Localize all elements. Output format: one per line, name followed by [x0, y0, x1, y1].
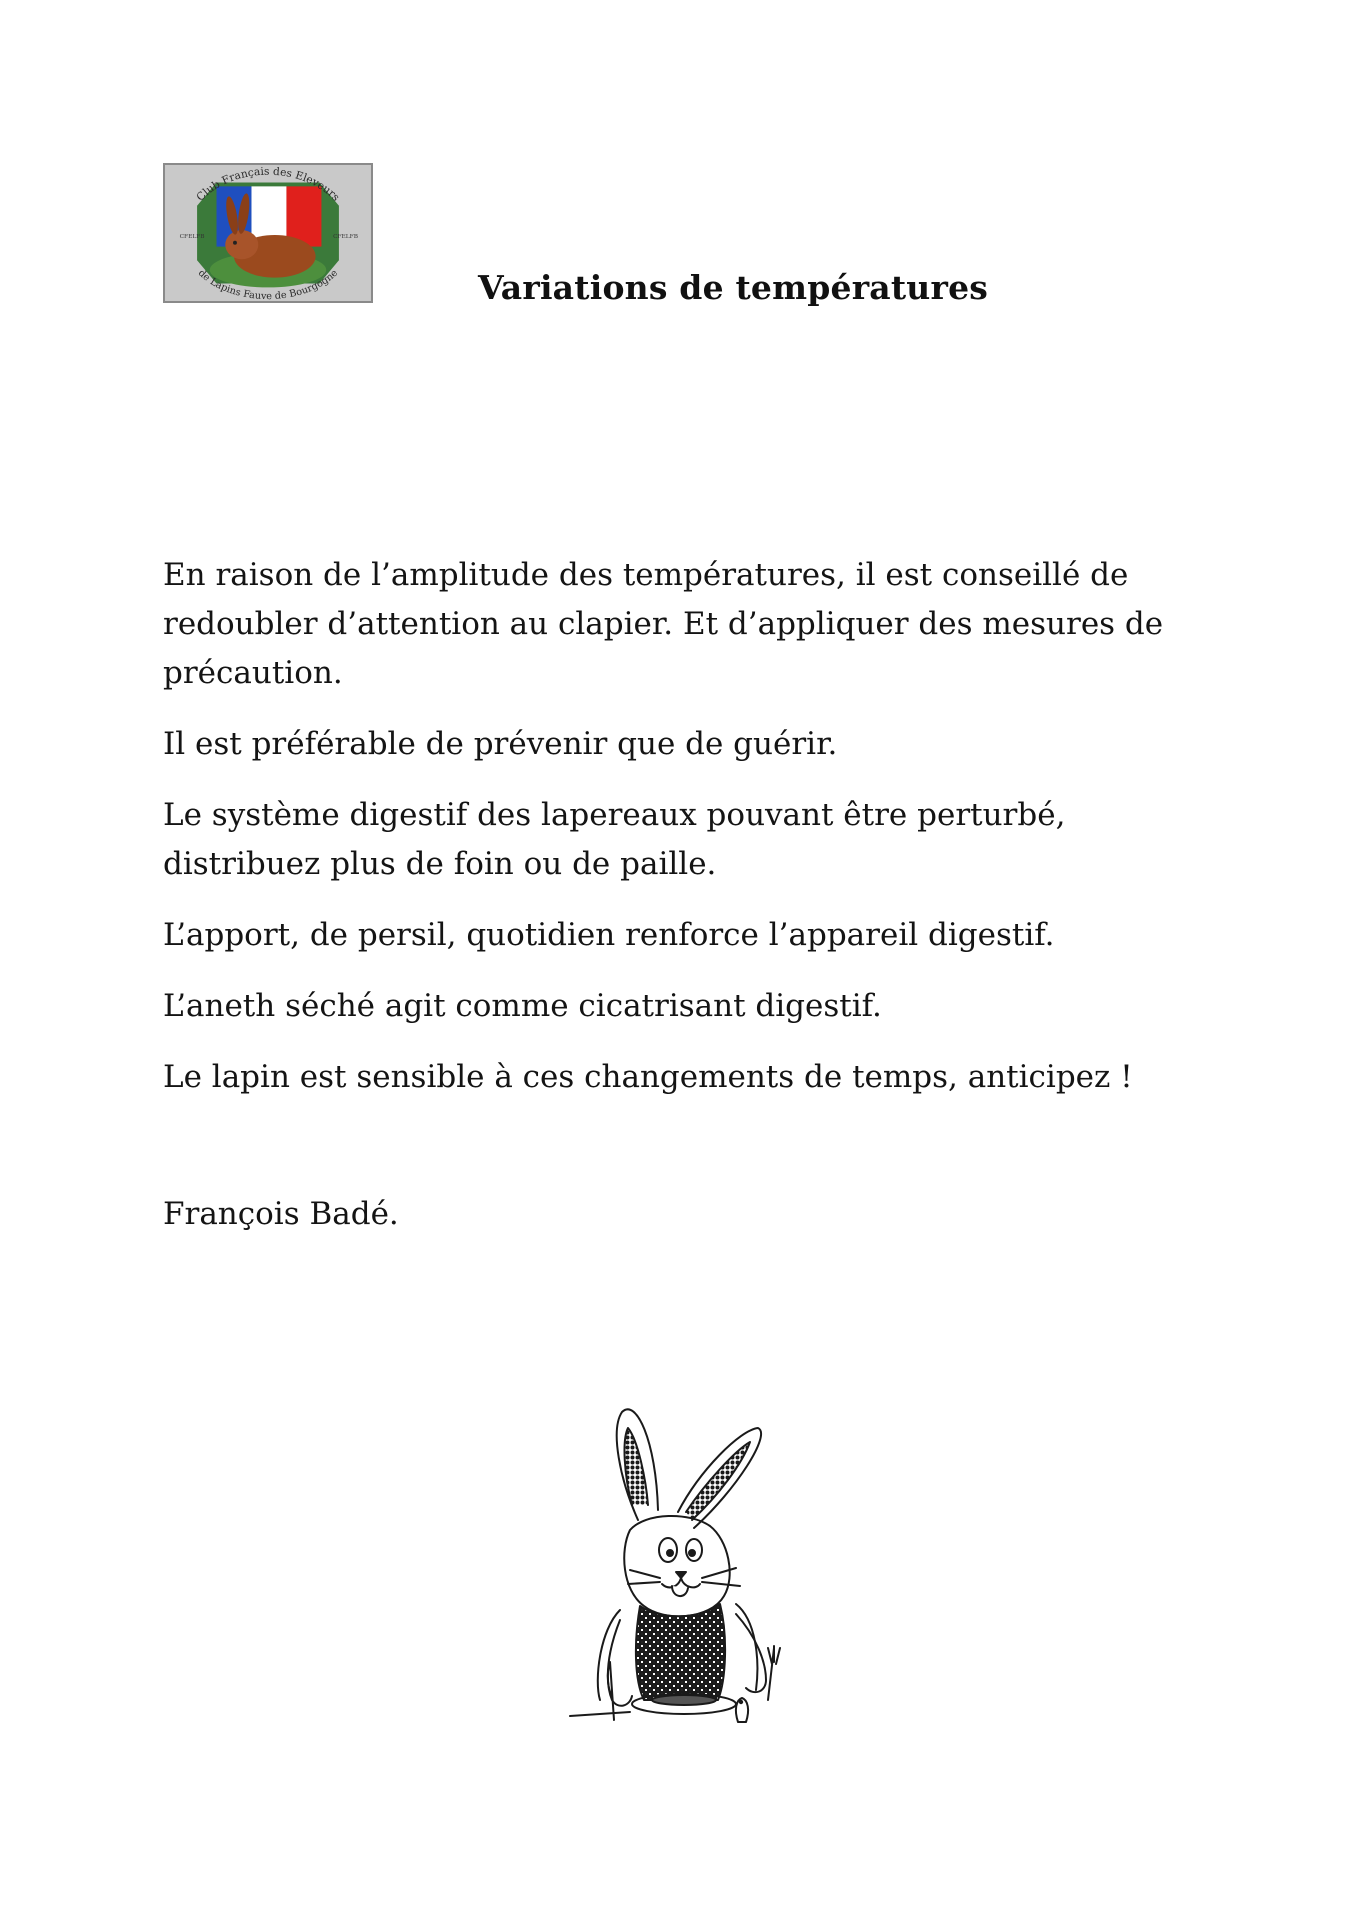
paragraph: Le système digestif des lapereaux pouvant être perturbé, distribuez plus de foin ou de paille. — [163, 797, 1066, 882]
logo-left-code: CFELFB — [179, 233, 205, 240]
logo-bottom-text: de Lapins Fauve de Bourgogne — [195, 267, 341, 301]
logo-right-code: CFELFB — [333, 233, 358, 240]
paragraph: L’aneth séché agit comme cicatrisant digestif. — [163, 988, 882, 1024]
club-logo — [163, 163, 373, 303]
logo-top-text: Club Français des Eleveurs — [193, 165, 343, 204]
author-signature: François Badé. — [163, 1196, 399, 1232]
paragraph: En raison de l’amplitude des températures, il est conseillé de redoubler d’attention au clapier. Et d’appliquer des mesures de précaution. — [163, 557, 1164, 691]
rabbit-eating-drawing-icon — [560, 1400, 820, 1745]
article-body — [163, 551, 1213, 1124]
paragraph: L’apport, de persil, quotidien renforce l’appareil digestif. — [163, 917, 1055, 953]
page-title: Variations de températures — [478, 268, 989, 307]
paragraph: Le lapin est sensible à ces changements de temps, anticipez ! — [163, 1059, 1133, 1095]
paragraph: Il est préférable de prévenir que de guérir. — [163, 726, 838, 762]
